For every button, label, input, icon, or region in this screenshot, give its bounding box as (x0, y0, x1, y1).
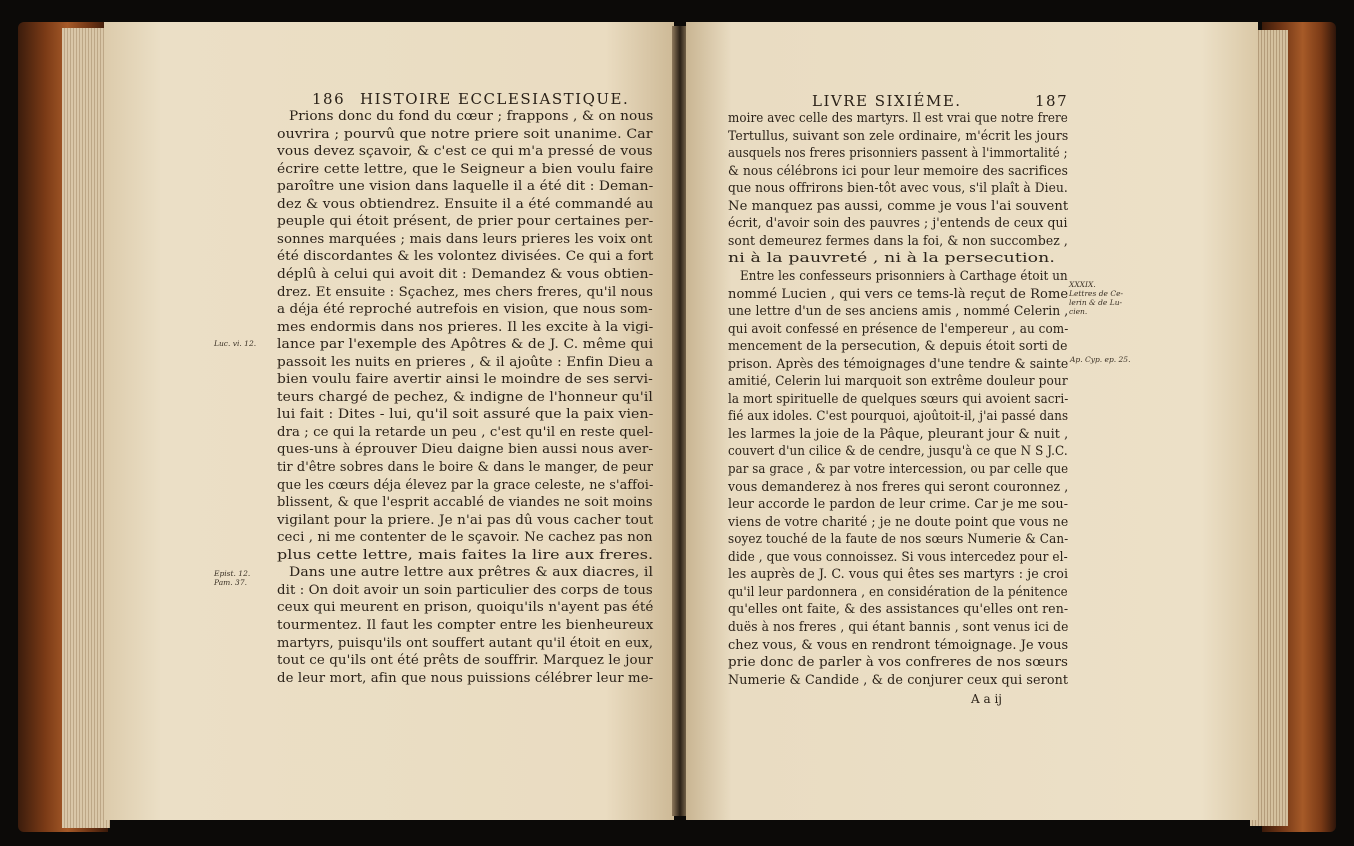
text-line: Tertullus, suivant son zele ordinaire, m'écrit les jours (728, 128, 1069, 144)
text-line: vous devez sçavoir, & c'est ce qui m'a pressé de vous (277, 144, 653, 160)
text-line: chez vous, & vous en rendront témoignage. Je vous (728, 637, 1069, 653)
margin-note: Epist. 12. Pam. 37. (214, 569, 251, 587)
text-line: dide , que vous connoissez. Si vous intercedez pour el- (728, 549, 1068, 565)
text-line: peuple qui étoit présent, de prier pour certaines per- (277, 214, 654, 230)
text-line: fié aux idoles. C'est pourquoi, ajoûtoit-il, j'ai passé dans (728, 409, 1069, 425)
text-line: ouvrira ; pourvû que notre priere soit unanime. Car (277, 126, 653, 142)
text-line: viens de votre charité ; je ne doute point que vous ne (728, 514, 1069, 530)
text-line: & nous célébrons ici pour leur memoire des sacrifices (728, 163, 1068, 179)
text-line: Entre les confesseurs prisonniers à Carthage étoit un (740, 268, 1068, 284)
text-line: vous demanderez à nos freres qui seront couronnez , (728, 479, 1069, 495)
text-line: la mort spirituelle de quelques sœurs qui avoient sacri- (728, 391, 1069, 407)
text-line: déplû à celui qui avoit dit : Demandez & vous obtien- (277, 266, 654, 282)
text-line: Prions donc du fond du cœur ; frappons , & on nous (289, 109, 654, 124)
page-edges-left (62, 28, 110, 828)
text-line: sont demeurez fermes dans la foi, & non succombez , (728, 233, 1068, 249)
signature-mark: A a ij (971, 692, 1003, 706)
text-line: couvert d'un cilice & de cendre, jusqu'à ce que N S J.C. (728, 444, 1068, 460)
text-line: par sa grace , & par votre intercession, ou par celle que (728, 462, 1069, 477)
text-line: de leur mort, afin que nous puissions célébrer leur me- (277, 670, 654, 686)
text-line: une lettre d'un de ses anciens amis , nommé Celerin , (728, 304, 1069, 320)
text-line: tourmentez. Il faut les compter entre les bienheureux (277, 617, 654, 633)
text-line: prie donc de parler à vos confreres de nos sœurs (728, 655, 1068, 671)
text-line: qu'elles ont faite, & des assistances qu'elles ont ren- (728, 602, 1069, 618)
text-line: mencement de la persecution, & depuis étoit sorti de (728, 339, 1068, 355)
text-line: passoit les nuits en prieres , & il ajoûte : Enfin Dieu a (277, 354, 654, 370)
text-line: nommé Lucien , qui vers ce tems-là reçut de Rome (728, 286, 1069, 302)
left-page-number: 186 (312, 90, 346, 108)
text-line: prison. Après des témoignages d'une tendre & sainte (728, 356, 1069, 372)
text-line: paroître une vision dans laquelle il a été dit : Deman- (277, 179, 654, 195)
text-line: tir d'être sobres dans le boire & dans le manger, de peur (277, 460, 654, 475)
text-line: Numerie & Candide , & de conjurer ceux qui seront (728, 672, 1069, 688)
text-line: duës à nos freres , qui étant bannis , sont venus ici de (728, 619, 1069, 635)
text-line: qu'il leur pardonnera , en considération de la pénitence (728, 584, 1068, 600)
text-line: vigilant pour la priere. Je n'ai pas dû vous cacher tout (277, 512, 654, 528)
text-line: blissent, & que l'esprit accablé de viandes ne soit moins (277, 495, 653, 511)
text-line: martyrs, puisqu'ils ont souffert autant qu'il étoit en eux, (277, 635, 654, 651)
text-line: écrit, d'avoir soin des pauvres ; j'entends de ceux qui (728, 216, 1068, 232)
text-line: écrire cette lettre, que le Seigneur a bien voulu faire (277, 161, 654, 177)
text-line: a déja été reproché autrefois en vision, que nous som- (277, 302, 653, 318)
text-line: mes endormis dans nos prieres. Il les excite à la vigi- (277, 319, 654, 335)
text-line: dez & vous obtiendrez. Ensuite il a été commandé au (277, 196, 654, 212)
text-line: lance par l'exemple des Apôtres & de J. C. même qui (277, 337, 654, 353)
text-line: tout ce qu'ils ont été prêts de souffrir. Marquez le jour (277, 653, 653, 669)
text-line: ausquels nos freres prisonniers passent à l'immortalité ; (728, 146, 1068, 162)
text-line: ceci , ni me contenter de le sçavoir. Ne cachez pas non (277, 530, 653, 546)
margin-note: XXXIX. Lettres de Ce- lerin & de Lu- cien. (1069, 280, 1124, 316)
text-line: bien voulu faire avertir ainsi le moindre de ses servi- (277, 372, 653, 388)
text-line: que nous offrirons bien-tôt avec vous, s'il plaît à Dieu. (728, 181, 1068, 197)
text-line: qui avoit confessé en présence de l'empereur , au com- (728, 321, 1069, 337)
text-line: Ne manquez pas aussi, comme je vous l'ai souvent (728, 198, 1069, 214)
right-page (686, 22, 1258, 820)
text-line: dra ; ce qui la retarde un peu , c'est qu'il en reste quel- (277, 424, 654, 440)
text-line: sonnes marquées ; mais dans leurs prieres les voix ont (277, 231, 653, 247)
text-line: amitié, Celerin lui marquoit son extrême douleur pour (728, 374, 1068, 390)
text-line: les auprès de J. C. vous qui êtes ses martyrs : je croi (728, 567, 1069, 583)
margin-note: Ap. Cyp. ep. 25. (1070, 355, 1131, 364)
left-running-head: HISTOIRE ECCLESIASTIQUE. (360, 90, 630, 108)
right-page-number: 187 (1035, 92, 1069, 110)
left-page (104, 22, 674, 820)
text-line: dit : On doit avoir un soin particulier des corps de tous (277, 582, 653, 598)
text-line: que les cœurs déja élevez par la grace celeste, ne s'affoi- (277, 477, 654, 493)
text-line: les larmes la joie de la Pâque, pleurant jour & nuit , (728, 426, 1069, 442)
text-line: soyez touché de la faute de nos sœurs Numerie & Can- (728, 532, 1069, 548)
text-line: été discordantes & les volontez divisées. Ce qui a fort (277, 249, 654, 265)
margin-note: Luc. vi. 12. (214, 339, 257, 348)
text-line: ceux qui meurent en prison, quoiqu'ils n'ayent pas été (277, 600, 654, 616)
text-line: ques-uns à éprouver Dieu daigne bien aussi nous aver- (277, 442, 653, 458)
text-line: teurs chargé de pechez, & indigne de l'honneur qu'il (277, 389, 653, 405)
text-line: plus cette lettre, mais faites la lire aux freres. (277, 547, 654, 563)
text-line: lui fait : Dites - lui, qu'il soit assuré que la paix vien- (277, 407, 654, 423)
text-line: drez. Et ensuite : Sçachez, mes chers freres, qu'il nous (277, 284, 653, 300)
text-line: leur accorde le pardon de leur crime. Car je me sou- (728, 497, 1069, 513)
right-running-head: LIVRE SIXIÉME. (812, 92, 962, 110)
text-line: ni à la pauvreté , ni à la persecution. (728, 251, 1056, 267)
text-line: Dans une autre lettre aux prêtres & aux diacres, il (289, 565, 654, 581)
text-line: moire avec celle des martyrs. Il est vrai que notre frere (728, 111, 1068, 126)
